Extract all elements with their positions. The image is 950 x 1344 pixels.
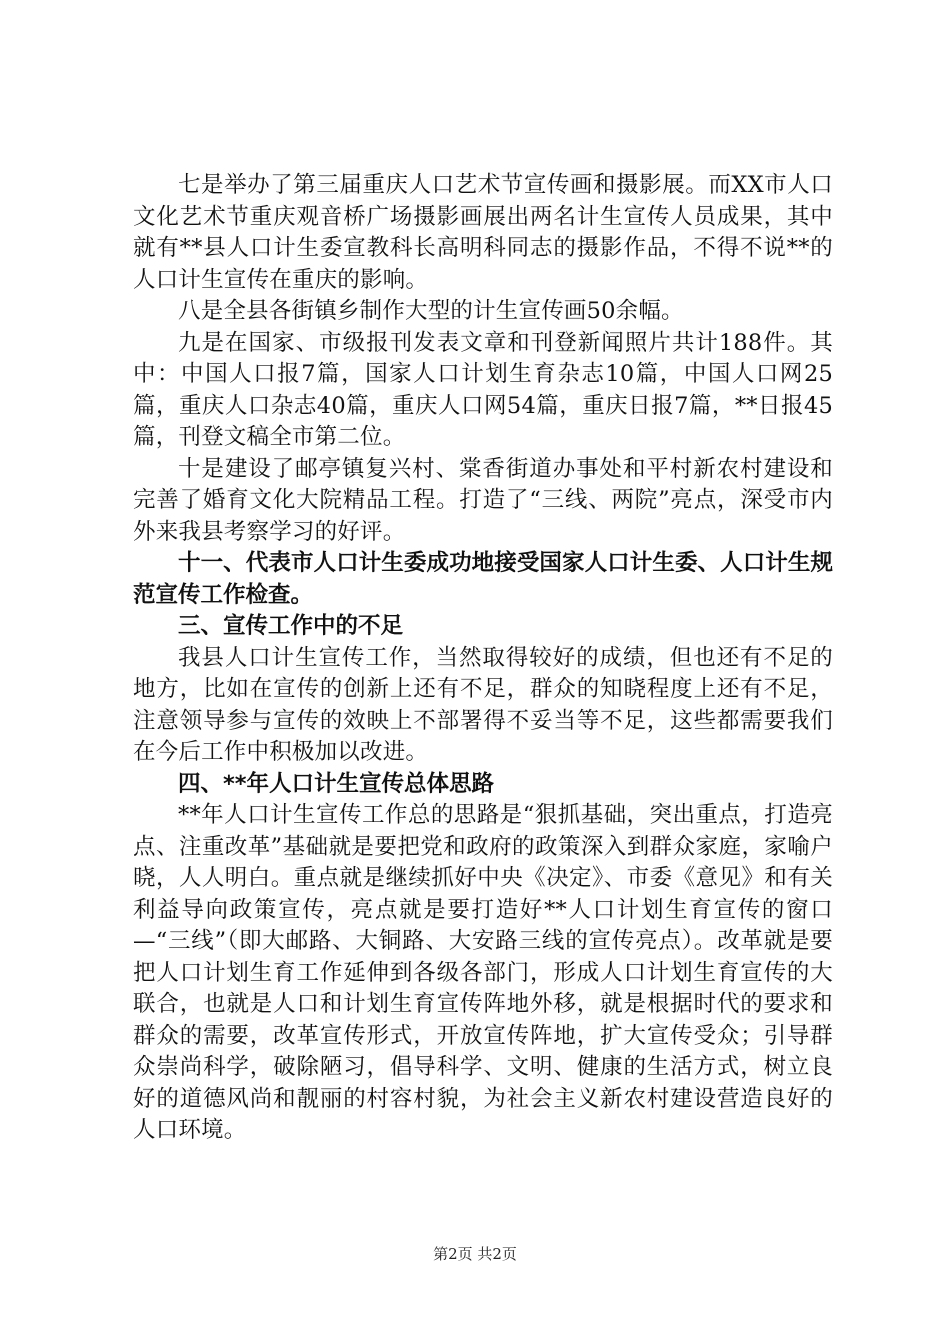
paragraph-shortcomings: 我县人口计生宣传工作，当然取得较好的成绩，但也还有不足的地方，比如在宣传的创新上还有不足，群众的知晓程度上还有不足，注意领导参与宣传的效映上不部署得不妥当等不足，这些都需要我们在今后工作中积极加以改进。 [133, 644, 833, 765]
paragraph-item-eight: 八是全县各街镇乡制作大型的计生宣传画50余幅。 [178, 298, 684, 324]
paragraph-item-ten: 十是建设了邮亭镇复兴村、棠香街道办事处和平村新农村建设和完善了婚育文化大院精品工程。打造了“三线、两院”亮点，深受市内外来我县考察学习的好评。 [133, 455, 833, 545]
page-footer: 第2页 共2页 [433, 1245, 517, 1263]
section-heading-plan: 四、**年人口计生宣传总体思路 [178, 770, 495, 797]
paragraph-item-seven: 七是举办了第三届重庆人口艺术节宣传画和摄影展。而XX市人口文化艺术节重庆观音桥广场摄影画展出两名计生宣传人员成果，其中就有**县人口计生委宣教科长高明科同志的摄影作品，不得不说**的人口计生宣传在重庆的影响。 [133, 172, 833, 293]
document-body [133, 170, 833, 1147]
paragraph-item-nine: 九是在国家、市级报刊发表文章和刊登新闻照片共计188件。其中：中国人口报7篇，国家人口计划生育杂志10篇，中国人口网25篇，重庆人口杂志40篇，重庆人口网54篇，重庆日报7篇，**日报45篇，刊登文稿全市第二位。 [133, 329, 833, 450]
heading-item-eleven: 十一、代表市人口计生委成功地接受国家人口计生委、人口计生规范宣传工作检查。 [133, 550, 833, 608]
section-heading-shortcomings: 三、宣传工作中的不足 [178, 613, 404, 639]
paragraph-plan: **年人口计生宣传工作总的思路是“狠抓基础，突出重点，打造亮点、注重改革”基础就是要把党和政府的政策深入到群众家庭，家喻户晓，人人明白。重点就是继续抓好中央《决定》、市委《意见》和有关利益导向政策宣传，亮点就是要打造好**人口计划生育宣传的窗口—“三线”（即大邮路、大铜路、大安路三线的宣传亮点）。改革就是要把人口计划生育工作延伸到各级各部门，形成人口计划生育宣传的大联合，也就是人口和计划生育宣传阵地外移，就是根据时代的要求和群众的需要，改革宣传形式，开放宣传阵地，扩大宣传受众；引导群众崇尚科学，破除陋习，倡导科学、文明、健康的生活方式，树立良好的道德风尚和靓丽的村容村貌，为社会主义新农村建设营造良好的人口环境。 [133, 802, 833, 1143]
